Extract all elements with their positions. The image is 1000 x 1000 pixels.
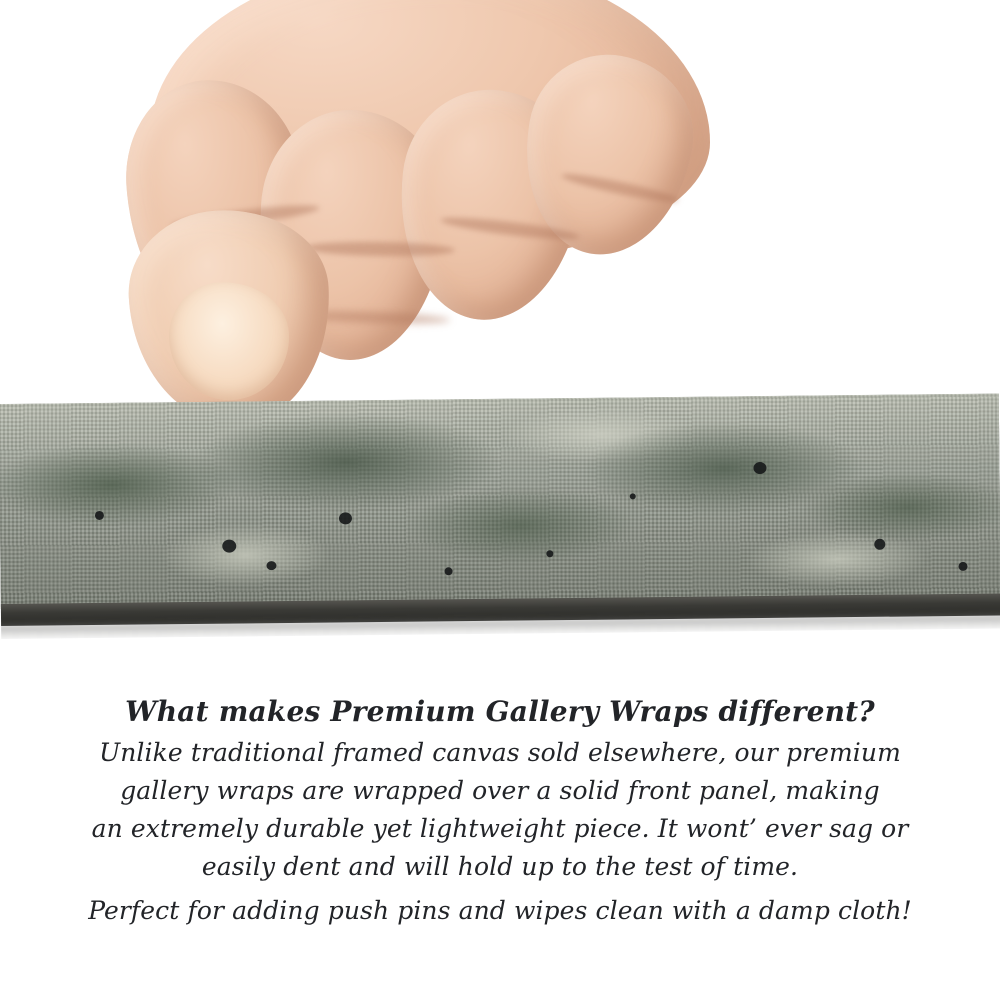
canvas-speck — [445, 567, 453, 575]
canvas-speck — [753, 462, 766, 474]
caption-title: What makes Premium Gallery Wraps different? — [125, 695, 875, 728]
canvas-speck — [630, 493, 636, 499]
caption-line: easily dent and will hold up to the test of time. — [201, 852, 799, 881]
hand-illustration — [110, 0, 730, 430]
caption-line: gallery wraps are wrapped over a solid front panel, making — [120, 776, 880, 805]
canvas-print-surface — [0, 394, 1000, 610]
canvas-speck — [958, 562, 967, 571]
caption-closing-line: Perfect for adding push pins and wipes clean with a damp cloth! — [88, 896, 912, 925]
thumb — [125, 205, 336, 430]
thumbnail — [166, 279, 292, 403]
canvas-wrap-strip — [0, 394, 1000, 639]
caption-line: Unlike traditional framed canvas sold elsewhere, our premium — [99, 738, 901, 767]
canvas-speck — [95, 511, 104, 520]
canvas-speck — [874, 539, 885, 550]
canvas-speck — [546, 550, 553, 557]
caption-line: an extremely durable yet lightweight piece. It wont’ ever sag or — [91, 814, 909, 843]
caption-block — [0, 690, 1000, 930]
canvas-speck — [266, 561, 276, 570]
canvas-speck — [222, 540, 236, 553]
canvas-speck — [339, 512, 352, 524]
